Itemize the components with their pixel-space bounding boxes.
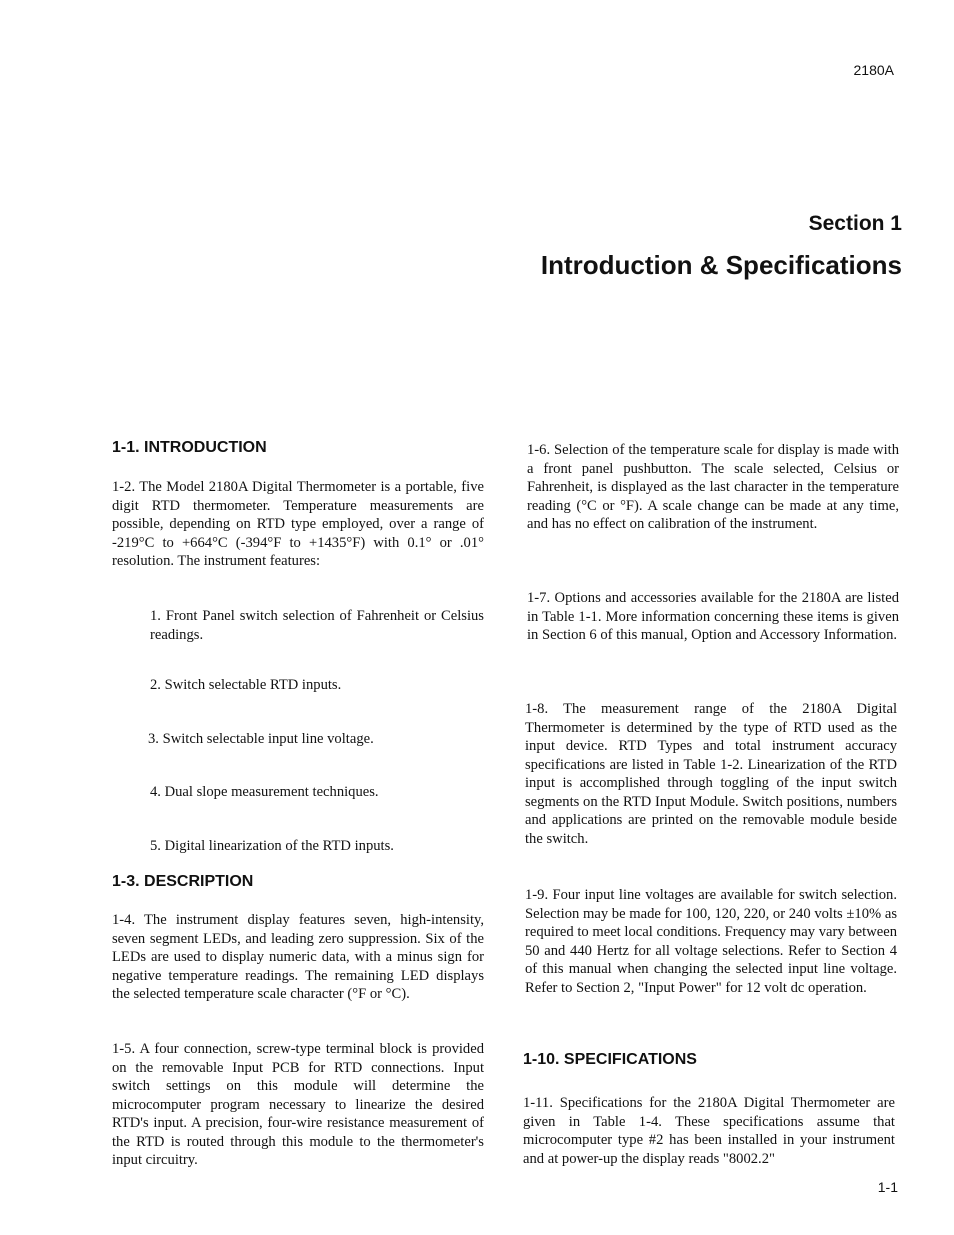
paragraph-1-9-text: 1-9. Four input line voltages are available for switch selection. Selection may be made for 100, 120, 220, or 240 volts ±10% as required to meet local conditions. Frequency may vary between 50 and 440 Hertz for all voltage selections. Refer to Section 4 of this manual when changing the selected input line voltage. Refer to Section 2, "Input Power" for 12 volt dc operation. [525,887,897,996]
paragraph-1-11-text: 1-11. Specifications for the 2180A Digital Thermometer are given in Table 1-4. These specifications assume that microcomputer type #2 has been installed in your instrument and at power-up the display reads "8002.2" [523,1095,895,1167]
paragraph-1-7 [527,589,899,645]
paragraph-1-2-text: 1-2. The Model 2180A Digital Thermometer is a portable, five digit RTD thermometer. Temperature measurements are possible, depending on RTD type employed, over a range of -219°C to +664°C (-394°F to +1435°F) with 0.1° or .01° resolution. The instrument features: [112,479,484,569]
page-number: 1-1 [877,1179,898,1195]
feature-item-2: 2. Switch selectable RTD inputs. [150,677,342,693]
feature-item-4: 4. Dual slope measurement techniques. [150,784,379,800]
feature-item-5: 5. Digital linearization of the RTD inputs. [150,838,394,854]
specifications-heading: 1-10. SPECIFICATIONS [523,1051,697,1068]
document-id: 2180A [853,62,894,78]
paragraph-1-5 [112,1040,484,1170]
paragraph-1-4 [112,911,484,1004]
introduction-heading: 1-1. INTRODUCTION [112,439,267,456]
paragraph-1-6-text: 1-6. Selection of the temperature scale for display is made with a front panel pushbutton. The scale selected, Celsius or Fahrenheit, is displayed as the last character in the temperature reading (°C or °F). A scale change can be made at any time, and has no effect on calibration of the instrument. [527,442,899,532]
paragraph-1-8-text: 1-8. The measurement range of the 2180A Digital Thermometer is determined by the type of RTD used as the input device. RTD Types and total instrument accuracy specifications are listed in Table 1-2. Linearization of the RTD input is accomplished through toggling of the input switch segments on the RTD Input Module. Switch positions, numbers and applications are printed on the removable module beside the switch. [525,701,897,847]
paragraph-1-4-text: 1-4. The instrument display features seven, high-intensity, seven segment LEDs, and leading zero suppression. Six of the LEDs are used to display numeric data, with a minus sign for negative temperature readings. The remaining LED displays the selected temperature scale character (°F or °C). [112,912,484,1002]
paragraph-1-7-text: 1-7. Options and accessories available for the 2180A are listed in Table 1-1. More information concerning these items is given in Section 6 of this manual, Option and Accessory Information. [527,590,899,643]
section-label: Section 1 [808,212,902,235]
paragraph-1-5-text: 1-5. A four connection, screw-type terminal block is provided on the removable Input PCB for RTD connections. Input switch settings on this module will determine the microcomputer program necessary to linearize the desired RTD's input. A precision, four-wire resistance measurement of the RTD is routed through this module to the thermometer's input circuitry. [112,1041,484,1168]
paragraph-1-9 [525,886,897,997]
paragraph-1-8 [525,700,897,848]
feature-item-3: 3. Switch selectable input line voltage. [148,731,374,747]
description-heading: 1-3. DESCRIPTION [112,873,254,890]
paragraph-1-2 [112,478,484,571]
paragraph-1-6 [527,441,899,534]
paragraph-1-11 [523,1094,895,1168]
section-title: Introduction & Specifications [540,250,902,280]
feature-item-1: 1. Front Panel switch selection of Fahrenheit or Celsius readings. [150,608,484,643]
